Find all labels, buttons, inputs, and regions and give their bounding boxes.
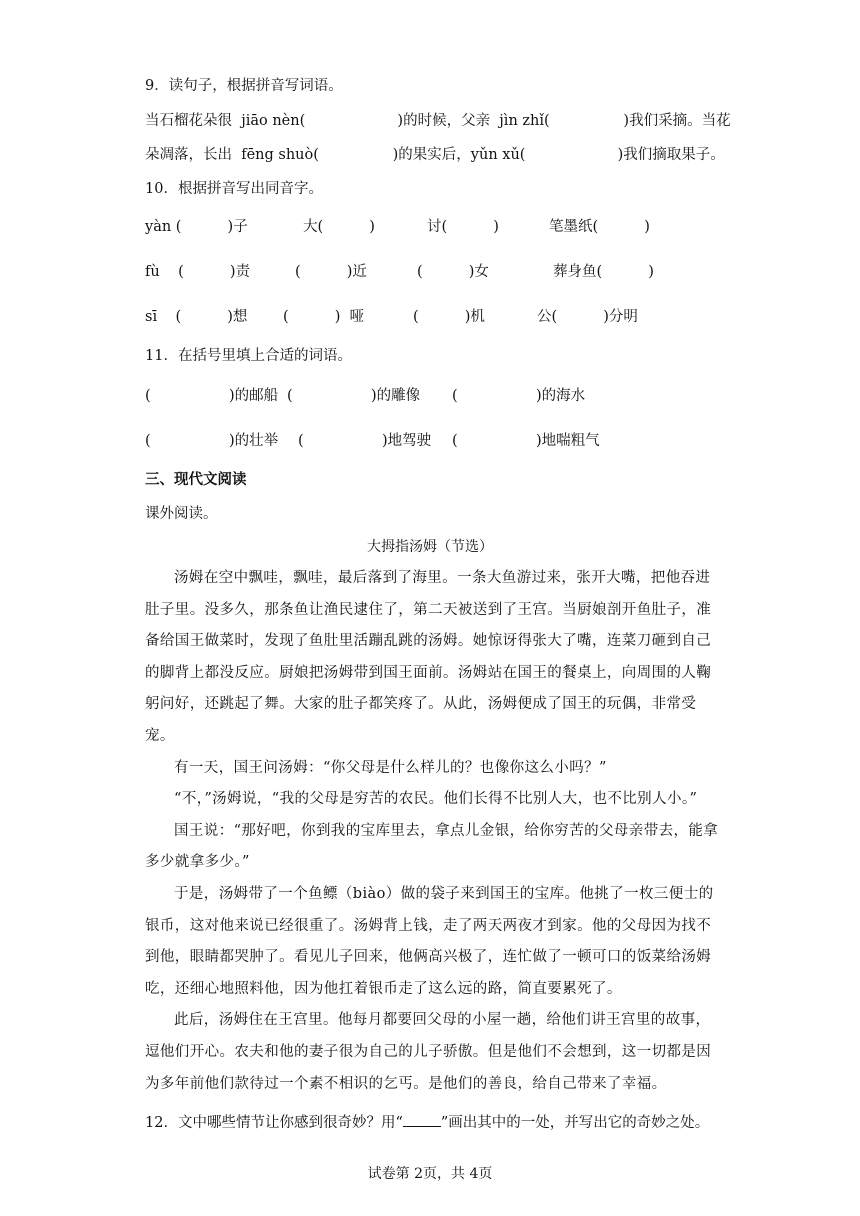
q10-item: 讨( )	[427, 219, 499, 235]
q10-item: 大( )	[303, 219, 375, 235]
q9-title: 9．读句子，根据拼音写词语。	[145, 78, 343, 94]
q10-title: 10．根据拼音写出同音字。	[145, 181, 323, 197]
q9-sentence-line-2: 朵凋落，长出 fēng shuò( )的果实后，yǔn xǔ( )我们摘取果子。	[145, 147, 725, 163]
passage-paragraph: 国王说：“那好吧，你到我的宝库里去，拿点儿金银，给你穷苦的父母亲带去，能拿多少就拿多少。”	[145, 822, 719, 871]
q12-suffix: ”画出其中的一处，并写出它的奇妙之处。	[440, 1115, 710, 1131]
passage-paragraph: “不，”汤姆说，“我的父母是穷苦的农民。他们长得不比别人大，也不比别人小。”	[174, 791, 698, 808]
q11-item: ( )的雕像	[287, 388, 421, 404]
section-intro: 课外阅读。	[145, 506, 218, 522]
q10-item: 葬身鱼( )	[553, 264, 654, 280]
passage-paragraph: 有一天，国王问汤姆：“你父母是什么样儿的？也像你这么小吗？”	[174, 759, 607, 776]
page-footer: 试卷第 2页，共 4页	[367, 1166, 493, 1182]
q10-item: 笔墨纸( )	[549, 219, 650, 235]
q10-item: fù ( )责	[145, 264, 251, 280]
passage-paragraph: 此后，汤姆住在王宫里。他每月都要回父母的小屋一趟，给他们讲王宫里的故事，逗他们开心。农夫和他的妻子很为自己的儿子骄傲。但是他们不会想到，这一切都是因为多年前他们款待过一个素不相识的乞丐。是他们的善良，给自己带来了幸福。	[145, 1012, 712, 1092]
section-heading: 三、现代文阅读	[145, 471, 247, 488]
q11-item: ( )的海水	[452, 388, 586, 404]
q10-item: ( )近	[295, 264, 367, 280]
q10-item: ( ) 哑	[283, 309, 365, 325]
q11-item: ( )地驾驶	[298, 433, 432, 449]
passage-paragraph: 汤姆在空中飘哇，飘哇，最后落到了海里。一条大鱼游过来，张开大嘴，把他吞进肚子里。没多久，那条鱼让渔民逮住了，第二天被送到了王宫。当厨娘剖开鱼肚子，准备给国王做菜时，发现了鱼肚里活蹦乱跳的汤姆。她惊讶得张大了嘴，连菜刀砸到自己的脚背上都没反应。厨娘把汤姆带到国王面前。汤姆站在国王的餐桌上，向周围的人鞠躬问好，还跳起了舞。大家的肚子都笑疼了。从此，汤姆便成了国王的玩偶，非常受宠。	[145, 570, 712, 744]
q10-item: ( )机	[413, 309, 485, 325]
q10-item: yàn ( )子	[145, 219, 248, 235]
q12-question	[145, 1111, 709, 1132]
q11-item: ( )的邮船	[145, 388, 279, 404]
passage-body	[145, 563, 720, 1100]
q9-sentence-line-1: 当石榴花朵很 jiāo nèn( )的时候，父亲 jìn zhǐ( )我们采摘。当花	[145, 113, 731, 129]
q11-item: ( )的壮举	[145, 433, 279, 449]
answer-underline	[403, 1114, 441, 1127]
q10-item: 公( )分明	[537, 309, 638, 325]
q10-item: ( )女	[417, 264, 489, 280]
q11-title: 11．在括号里填上合适的词语。	[145, 348, 352, 364]
passage-paragraph: 于是，汤姆带了一个鱼鳔（biào）做的袋子来到国王的宝库。他挑了一枚三便士的银币，这对他来说已经很重了。汤姆背上钱，走了两天两夜才到家。他的父母因为找不到他，眼睛都哭肿了。看见儿子回来，他俩高兴极了，连忙做了一顿可口的饭菜给汤姆吃，还细心地照料他，因为他扛着银币走了这么远的路，简直要累死了。	[145, 885, 714, 997]
q12-prefix: 12．文中哪些情节让你感到很奇妙？用“	[145, 1115, 403, 1131]
q10-item: sī ( )想	[145, 309, 248, 325]
passage-title: 大拇指汤姆（节选）	[367, 539, 493, 555]
q11-item: ( )地喘粗气	[452, 433, 600, 449]
